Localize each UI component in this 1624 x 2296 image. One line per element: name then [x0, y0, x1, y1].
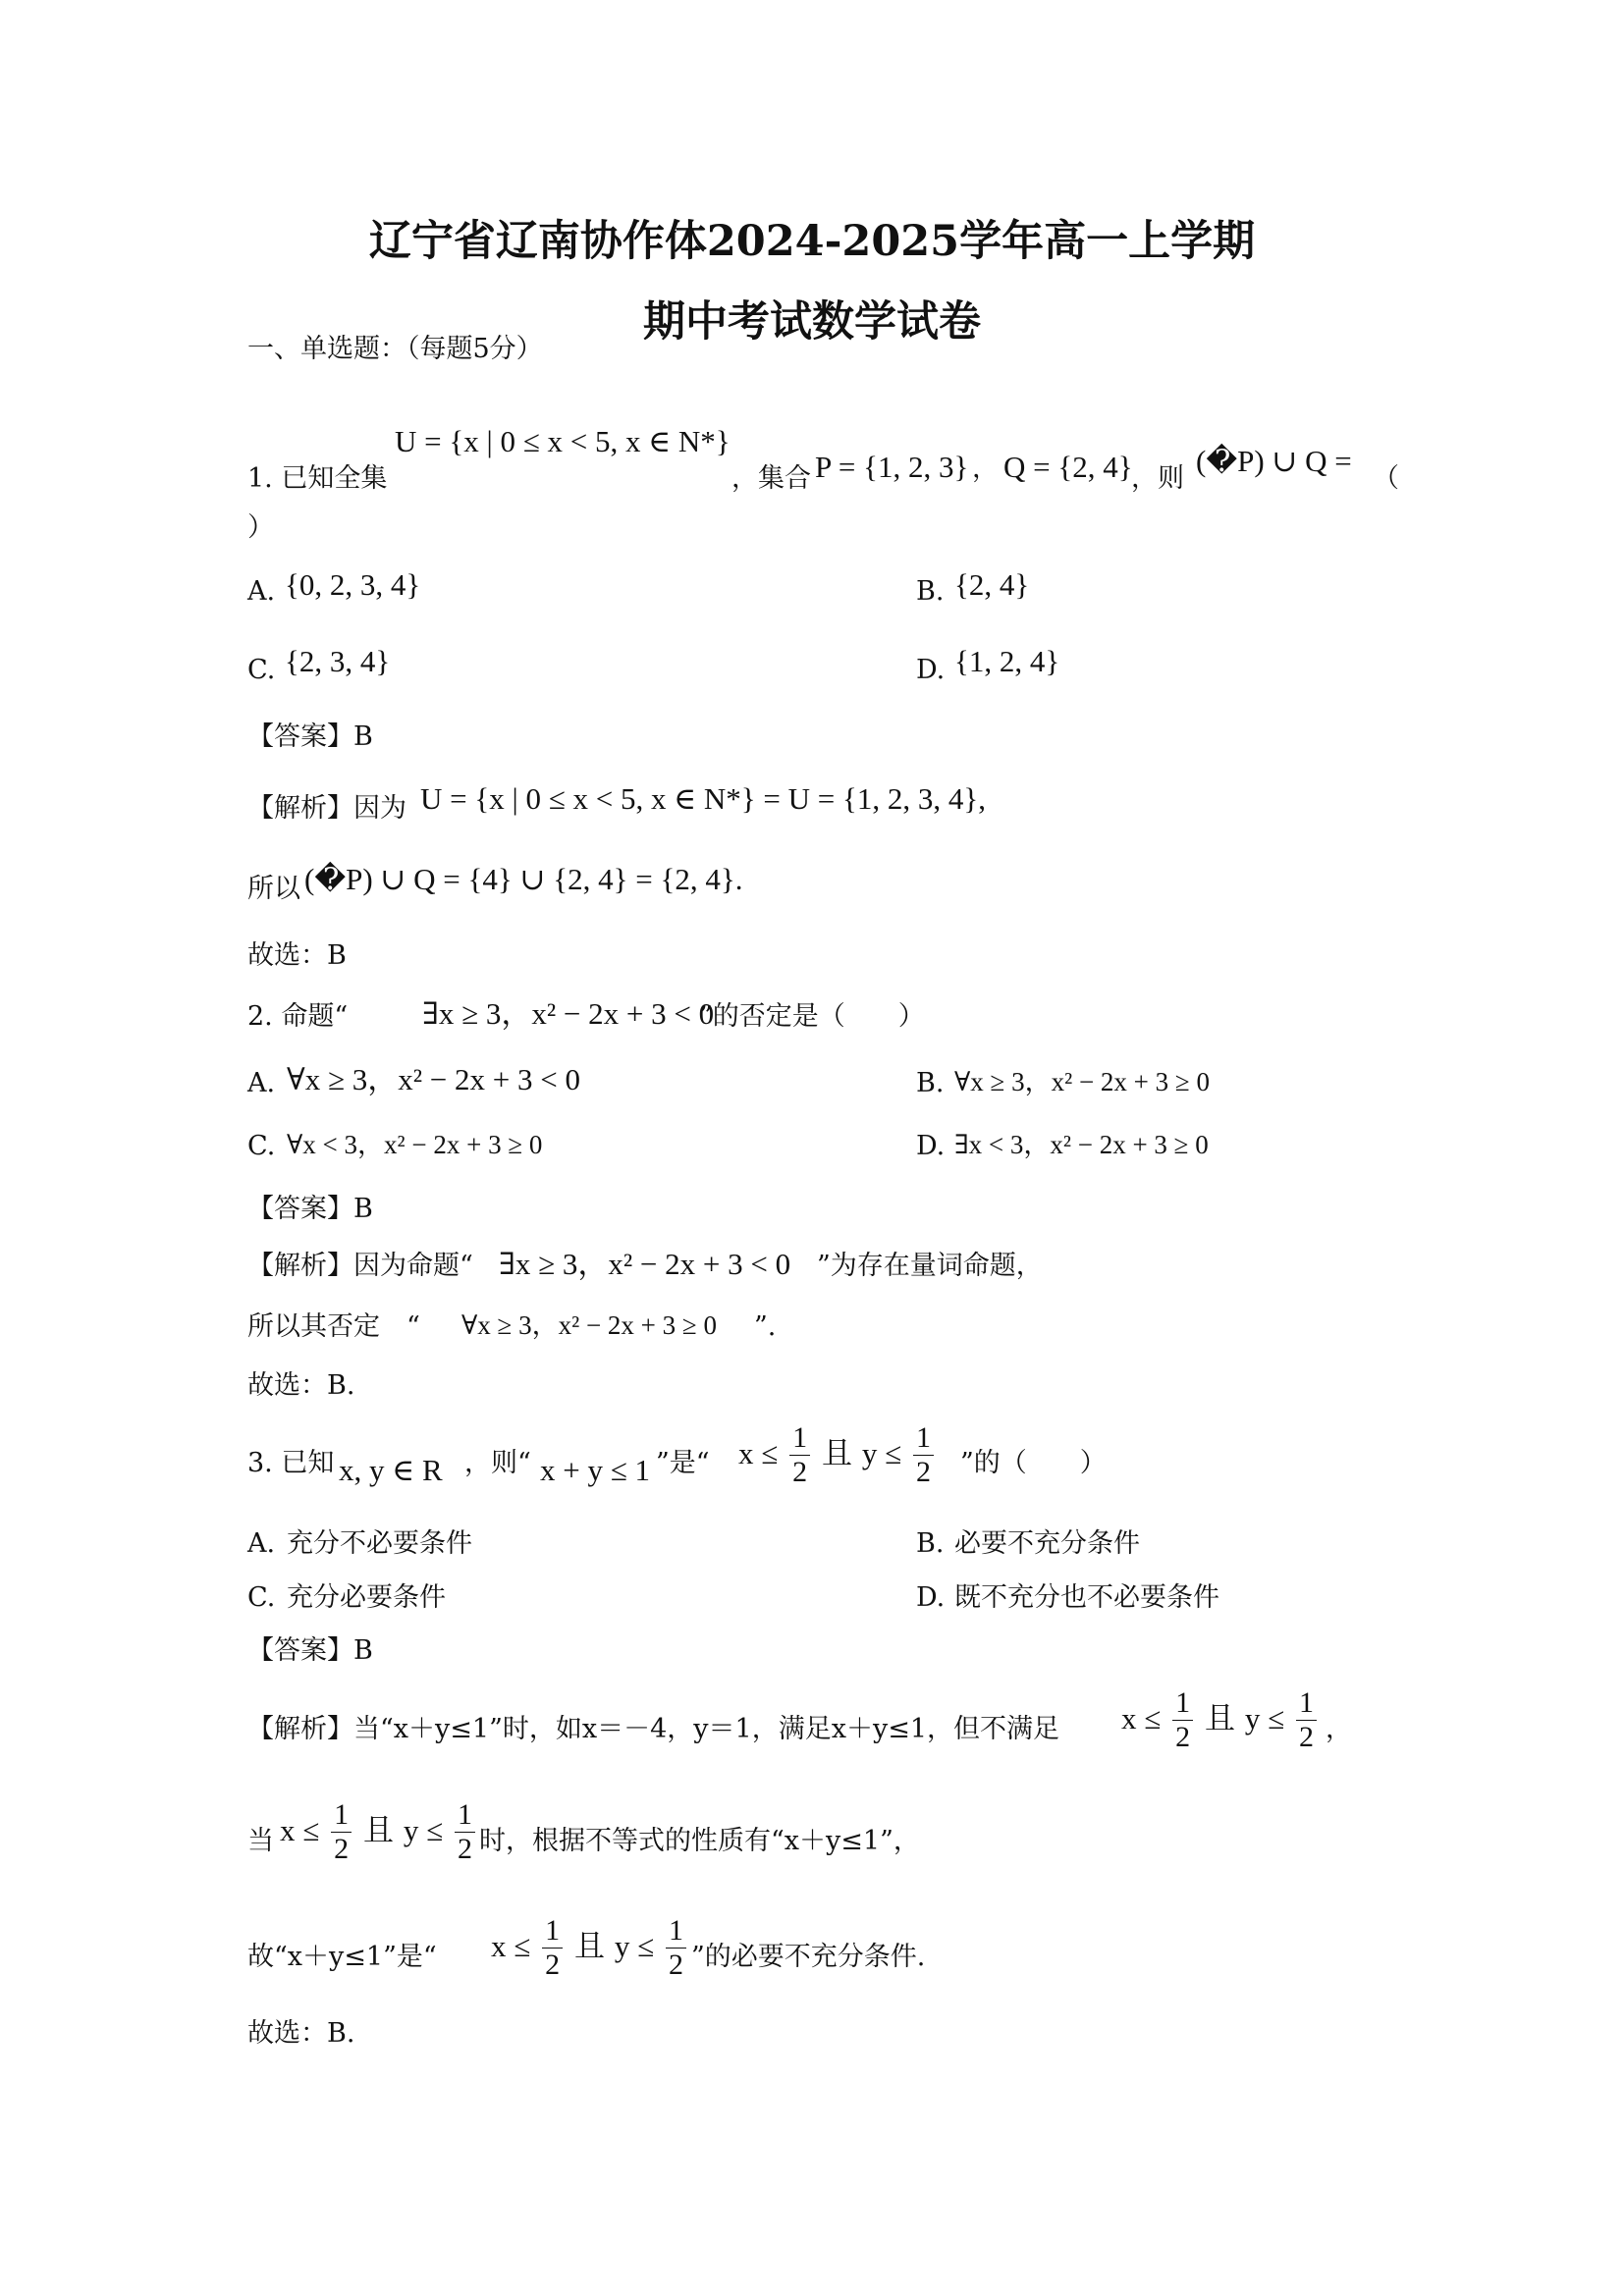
q2-so-expr: ∀x ≥ 3，x² − 2x + 3 ≥ 0 — [461, 1310, 717, 1340]
q3-opt-a: 充分不必要条件 — [287, 1528, 472, 1559]
q3-stem-mid1: ，则“ — [464, 1448, 531, 1478]
q3-analysis-condition-2 — [280, 1798, 477, 1866]
q3-answer: 【答案】B — [247, 1635, 373, 1666]
q3-stem-and: 且 — [821, 1436, 852, 1471]
q3-stem-condition — [738, 1421, 936, 1489]
half-x — [542, 1914, 563, 1982]
q3-stem-x-le: x ≤ — [738, 1436, 779, 1470]
q3-opt-a-label: A. — [247, 1528, 276, 1559]
q1-answer: 【答案】B — [247, 721, 373, 752]
denominator: 2 — [457, 1833, 472, 1865]
q3-stem-pre: 3. 已知 — [247, 1448, 335, 1478]
q2-stem-expr: ∃x ≥ 3，x² − 2x + 3 < 0 — [422, 996, 715, 1031]
q1-opt-a-label: A. — [247, 576, 276, 607]
q2-conclusion: 故选：B. — [247, 1370, 355, 1401]
q3-analysis-condition-1 — [1121, 1686, 1319, 1754]
q3-opt-b: 必要不充分条件 — [954, 1528, 1140, 1559]
q2-analysis-expr: ∃x ≥ 3，x² − 2x + 3 < 0 — [499, 1247, 791, 1281]
q1-so-label: 所以 — [247, 874, 300, 904]
q3-stem-half-x — [789, 1421, 810, 1489]
q1-opt-d: {1, 2, 4} — [954, 644, 1060, 678]
half-x — [331, 1798, 352, 1866]
numerator: 1 — [1172, 1686, 1193, 1721]
q1-stem-mid2: ，则 — [1131, 463, 1184, 494]
denominator: 2 — [792, 1456, 808, 1488]
denominator: 2 — [915, 1456, 931, 1488]
q1-expr: (�P) ∪ Q = — [1196, 444, 1352, 478]
q2-opt-a: ∀x ≥ 3，x² − 2x + 3 < 0 — [287, 1062, 580, 1096]
denominator: 2 — [1298, 1721, 1314, 1753]
q3-opt-d-label: D. — [916, 1582, 946, 1613]
numerator: 1 — [789, 1421, 810, 1456]
q1-opt-c-label: C. — [247, 655, 276, 685]
numerator: 1 — [1296, 1686, 1317, 1721]
and: 且 — [573, 1929, 605, 1964]
numerator: 1 — [455, 1798, 475, 1833]
q1-opt-d-label: D. — [916, 655, 946, 685]
q1-analysis-label: 【解析】因为 — [247, 793, 406, 824]
q2-opt-b-label: B. — [916, 1068, 945, 1098]
q2-stem-pre: 2. 命题“ — [247, 1001, 349, 1032]
q1-paren-open: （ — [1373, 463, 1399, 494]
q2-opt-a-label: A. — [247, 1068, 276, 1098]
q2-opt-d-label: D. — [916, 1131, 946, 1161]
half-y — [666, 1914, 686, 1982]
q1-conclusion: 故选：B — [247, 940, 347, 971]
q3-cond1: x + y ≤ 1 — [540, 1453, 650, 1487]
q3-stem-mid2: ”是“ — [656, 1448, 710, 1478]
denominator: 2 — [1175, 1721, 1191, 1753]
q3-stem-var: x, y ∈ R — [339, 1453, 443, 1487]
q2-analysis-pre: 【解析】因为命题“ — [247, 1251, 473, 1281]
x-le: x ≤ — [1121, 1701, 1162, 1735]
q2-stem-post: ”的否定是（ ） — [699, 1001, 925, 1032]
q3-stem-post: ”的（ ） — [960, 1448, 1107, 1478]
section-heading: 一、单选题：（每题5分） — [247, 334, 543, 364]
q1-analysis-expr: U = {x | 0 ≤ x < 5, x ∈ N*} = U = {1, 2, 3, 4}, — [420, 781, 987, 816]
q2-opt-c: ∀x < 3，x² − 2x + 3 ≥ 0 — [287, 1130, 543, 1159]
q3-analysis-condition-3 — [491, 1914, 688, 1982]
q1-opt-c: {2, 3, 4} — [285, 644, 391, 678]
numerator: 1 — [666, 1914, 686, 1949]
numerator: 1 — [331, 1798, 352, 1833]
q2-opt-b: ∀x ≥ 3，x² − 2x + 3 ≥ 0 — [954, 1067, 1210, 1096]
q2-analysis-post: ”为存在量词命题， — [817, 1251, 1043, 1281]
half-x — [1172, 1686, 1193, 1754]
q3-stem-y-le: y ≤ — [861, 1436, 902, 1470]
denominator: 2 — [334, 1833, 350, 1865]
q1-stem-mid1: ，集合 — [731, 463, 811, 494]
q3-opt-c-label: C. — [247, 1582, 276, 1613]
denominator: 2 — [668, 1949, 683, 1981]
q3-analysis-line3-pre: 故“x＋y≤1”是“ — [247, 1942, 437, 1972]
q2-answer: 【答案】B — [247, 1194, 373, 1224]
y-le: y ≤ — [403, 1813, 444, 1847]
q1-opt-b: {2, 4} — [954, 567, 1030, 602]
q3-analysis-line2-post: 时，根据不等式的性质有“x＋y≤1”， — [479, 1826, 920, 1856]
q2-opt-d: ∃x < 3，x² − 2x + 3 ≥ 0 — [954, 1130, 1209, 1159]
numerator: 1 — [913, 1421, 934, 1456]
numerator: 1 — [542, 1914, 563, 1949]
half-y — [1296, 1686, 1317, 1754]
q1-opt-a: {0, 2, 3, 4} — [285, 567, 421, 602]
x-le: x ≤ — [491, 1929, 531, 1963]
and: 且 — [362, 1813, 394, 1848]
q3-conclusion: 故选：B. — [247, 2018, 355, 2049]
q1-so-expr: (�P) ∪ Q = {4} ∪ {2, 4} = {2, 4}. — [304, 862, 743, 896]
half-y — [455, 1798, 475, 1866]
q1-comma: ， — [972, 454, 999, 484]
q3-opt-d: 既不充分也不必要条件 — [954, 1582, 1219, 1613]
and: 且 — [1204, 1701, 1235, 1736]
q2-so-pre: 所以其否定 “ — [247, 1311, 420, 1342]
x-le: x ≤ — [280, 1813, 320, 1847]
q1-set-u: U = {x | 0 ≤ x < 5, x ∈ N*} — [395, 424, 731, 458]
q1-set-p: P = {1, 2, 3} — [815, 450, 969, 484]
title-line-1: 辽宁省辽南协作体2024-2025学年高一上学期 — [368, 217, 1256, 266]
title-line-2: 期中考试数学试卷 — [643, 297, 981, 347]
denominator: 2 — [545, 1949, 561, 1981]
q1-opt-b-label: B. — [916, 576, 945, 607]
q1-set-q: Q = {2, 4} — [1003, 450, 1133, 484]
q3-opt-c: 充分必要条件 — [287, 1582, 446, 1613]
q3-stem-half-y — [913, 1421, 934, 1489]
q1-paren-close: ） — [247, 512, 274, 543]
q3-analysis-line1: 【解析】当“x＋y≤1”时，如x＝－4，y＝1，满足x＋y≤1，但不满足 — [247, 1714, 1060, 1744]
y-le: y ≤ — [1244, 1701, 1285, 1735]
y-le: y ≤ — [614, 1929, 655, 1963]
q3-analysis-line2-pre: 当 — [247, 1826, 274, 1856]
q3-analysis-line1-end: ， — [1326, 1714, 1352, 1744]
q2-opt-c-label: C. — [247, 1131, 276, 1161]
q3-opt-b-label: B. — [916, 1528, 945, 1559]
q1-stem-pre: 1. 已知全集 — [247, 463, 388, 494]
q3-analysis-line3-post: ”的必要不充分条件. — [691, 1942, 926, 1972]
q2-so-post: ”. — [754, 1311, 777, 1342]
